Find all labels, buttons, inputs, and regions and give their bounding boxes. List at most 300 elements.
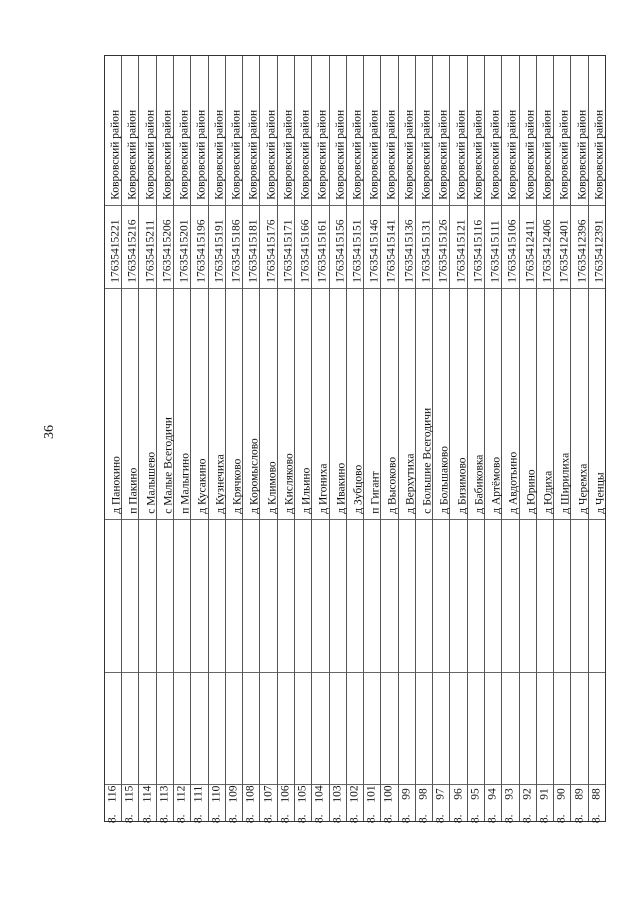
name-cell: [589, 289, 605, 520]
code-cell: [330, 206, 346, 289]
name-cell-text: д Коромыслово: [248, 437, 261, 514]
name-cell: [554, 289, 570, 520]
table-row: [122, 56, 139, 821]
row-number: 105: [296, 785, 309, 803]
empty-cell: [537, 520, 553, 673]
code-cell: [381, 206, 397, 289]
row-number: 94: [486, 788, 499, 800]
name-cell: [502, 289, 518, 520]
name-cell: [485, 289, 501, 520]
page-number: 36: [42, 425, 57, 439]
row-prefix: 8.: [451, 813, 464, 823]
district-cell-text: Ковровский район: [351, 109, 364, 200]
district-cell: [347, 56, 363, 206]
name-cell: [260, 289, 276, 520]
code-cell: [260, 206, 276, 289]
row-number: 100: [382, 785, 395, 803]
table-row: [260, 56, 277, 821]
name-cell-text: с Малые Всегодичи: [162, 416, 175, 514]
code-cell-text: 17635415181: [247, 219, 260, 283]
row-prefix: 8.: [434, 813, 447, 823]
empty-cell: [260, 673, 276, 785]
number-cell: [537, 785, 553, 823]
row-prefix: 8.: [417, 813, 430, 823]
district-cell: [312, 56, 328, 206]
district-cell-text: Ковровский район: [472, 109, 485, 200]
row-prefix: 8.: [503, 813, 516, 823]
empty-cell: [502, 673, 518, 785]
empty-cell: [105, 520, 121, 673]
district-cell: [139, 56, 155, 206]
name-cell: [468, 289, 484, 520]
row-number: 91: [538, 788, 551, 800]
empty-cell: [416, 520, 432, 673]
row-prefix: 8.: [520, 813, 533, 823]
name-cell-text: д Ченцы: [594, 471, 607, 514]
empty-cell: [139, 673, 155, 785]
district-cell: [485, 56, 501, 206]
district-cell: [260, 56, 276, 206]
table-row: [571, 56, 588, 821]
table-row: [139, 56, 156, 821]
number-cell: [139, 785, 155, 823]
district-cell-text: Ковровский район: [195, 109, 208, 200]
row-prefix: 8.: [590, 813, 603, 823]
row-prefix: 8.: [106, 813, 119, 823]
empty-cell: [433, 673, 449, 785]
code-cell-text: 17635415146: [368, 219, 381, 283]
empty-cell: [174, 520, 190, 673]
row-number: 113: [158, 785, 171, 803]
district-cell: [191, 56, 207, 206]
table-row: [554, 56, 571, 821]
row-prefix: 8.: [313, 813, 326, 823]
row-number: 89: [572, 788, 585, 800]
code-cell-text: 17635415161: [316, 219, 329, 283]
number-cell: [468, 785, 484, 823]
row-prefix: 8.: [348, 813, 361, 823]
number-cell: [312, 785, 328, 823]
number-cell: [226, 785, 242, 823]
code-cell: [209, 206, 225, 289]
row-prefix: 8.: [175, 813, 188, 823]
name-cell-text: д Кузнечиха: [213, 453, 226, 514]
table-row: [589, 56, 605, 821]
name-cell-text: д Бабиковка: [473, 454, 486, 514]
empty-cell: [381, 673, 397, 785]
table-row: [295, 56, 312, 821]
district-cell: [468, 56, 484, 206]
row-number: 104: [313, 785, 326, 803]
empty-cell: [399, 520, 415, 673]
district-cell-text: Ковровский район: [299, 109, 312, 200]
code-cell-text: 17635415106: [506, 219, 519, 283]
empty-cell: [174, 673, 190, 785]
district-cell-text: Ковровский район: [558, 109, 571, 200]
name-cell-text: д Ивакино: [334, 462, 347, 514]
district-cell-text: Ковровский район: [437, 109, 450, 200]
row-number: 99: [400, 788, 413, 800]
row-prefix: 8.: [227, 813, 240, 823]
number-cell: [450, 785, 466, 823]
code-cell-text: 17635415171: [282, 219, 295, 283]
table-row: [330, 56, 347, 821]
empty-cell: [209, 520, 225, 673]
district-cell-text: Ковровский район: [593, 109, 606, 200]
district-cell: [416, 56, 432, 206]
name-cell-text: д Артёмово: [490, 456, 503, 514]
code-cell: [105, 206, 121, 289]
code-cell-text: 17635415216: [126, 219, 139, 283]
number-cell: [243, 785, 259, 823]
name-cell: [226, 289, 242, 520]
name-cell-text: с Большие Всегодичи: [421, 407, 434, 514]
number-cell: [157, 785, 173, 823]
name-cell: [243, 289, 259, 520]
name-cell: [295, 289, 311, 520]
code-cell: [312, 206, 328, 289]
district-cell-text: Ковровский район: [247, 109, 260, 200]
district-cell: [554, 56, 570, 206]
empty-cell: [554, 520, 570, 673]
code-cell-text: 17635415166: [299, 219, 312, 283]
district-cell: [330, 56, 346, 206]
table-row: [485, 56, 502, 821]
district-cell: [571, 56, 587, 206]
settlements-table: [104, 55, 606, 822]
code-cell: [295, 206, 311, 289]
district-cell: [537, 56, 553, 206]
district-cell-text: Ковровский район: [368, 109, 381, 200]
code-cell-text: 17635415201: [178, 219, 191, 283]
district-cell: [450, 56, 466, 206]
district-cell: [243, 56, 259, 206]
empty-cell: [468, 520, 484, 673]
district-cell-text: Ковровский район: [489, 109, 502, 200]
row-number: 90: [555, 788, 568, 800]
empty-cell: [191, 520, 207, 673]
name-cell: [571, 289, 587, 520]
code-cell: [450, 206, 466, 289]
empty-cell: [589, 520, 605, 673]
row-number: 97: [434, 788, 447, 800]
empty-cell: [502, 520, 518, 673]
code-cell-text: 17635415156: [333, 219, 346, 283]
row-prefix: 8.: [158, 813, 171, 823]
district-cell-text: Ковровский район: [161, 109, 174, 200]
code-cell: [139, 206, 155, 289]
table-row: [105, 56, 122, 821]
code-cell: [122, 206, 138, 289]
district-cell: [278, 56, 294, 206]
empty-cell: [347, 520, 363, 673]
number-cell: [399, 785, 415, 823]
empty-cell: [105, 673, 121, 785]
district-cell: [381, 56, 397, 206]
empty-cell: [312, 520, 328, 673]
row-number: 112: [175, 785, 188, 803]
name-cell-text: д Черемха: [576, 463, 589, 514]
name-cell-text: д Кисляково: [283, 452, 296, 514]
row-number: 101: [365, 785, 378, 803]
row-prefix: 8.: [279, 813, 292, 823]
district-cell-text: Ковровский район: [282, 109, 295, 200]
empty-cell: [450, 520, 466, 673]
row-number: 95: [469, 788, 482, 800]
name-cell-text: с Малышево: [144, 451, 157, 514]
code-cell: [589, 206, 605, 289]
row-number: 102: [348, 785, 361, 803]
name-cell: [416, 289, 432, 520]
name-cell-text: д Юрино: [524, 468, 537, 514]
empty-cell: [450, 673, 466, 785]
empty-cell: [243, 520, 259, 673]
district-cell-text: Ковровский район: [126, 109, 139, 200]
row-number: 114: [140, 785, 153, 803]
row-prefix: 8.: [209, 813, 222, 823]
district-cell-text: Ковровский район: [333, 109, 346, 200]
number-cell: [485, 785, 501, 823]
number-cell: [330, 785, 346, 823]
number-cell: [381, 785, 397, 823]
number-cell: [589, 785, 605, 823]
code-cell-text: 17635415196: [195, 219, 208, 283]
district-cell: [105, 56, 121, 206]
row-prefix: 8.: [365, 813, 378, 823]
name-cell: [191, 289, 207, 520]
name-cell: [157, 289, 173, 520]
empty-cell: [260, 520, 276, 673]
row-prefix: 8.: [382, 813, 395, 823]
table-row: [399, 56, 416, 821]
name-cell-text: п Гигант: [369, 470, 382, 514]
empty-cell: [571, 673, 587, 785]
empty-cell: [191, 673, 207, 785]
table-row: [520, 56, 537, 821]
row-prefix: 8.: [538, 813, 551, 823]
name-cell: [520, 289, 536, 520]
number-cell: [502, 785, 518, 823]
table-row: [278, 56, 295, 821]
district-cell-text: Ковровский район: [109, 109, 122, 200]
code-cell: [399, 206, 415, 289]
row-prefix: 8.: [296, 813, 309, 823]
empty-cell: [571, 520, 587, 673]
row-number: 106: [279, 785, 292, 803]
code-cell: [157, 206, 173, 289]
name-cell-text: д Панокино: [110, 455, 123, 514]
district-cell-text: Ковровский район: [454, 109, 467, 200]
name-cell-text: д Авдотьино: [507, 451, 520, 514]
code-cell-text: 17635415186: [230, 219, 243, 283]
table-row: [312, 56, 329, 821]
code-cell-text: 17635415206: [161, 219, 174, 283]
number-cell: [416, 785, 432, 823]
district-cell: [157, 56, 173, 206]
empty-cell: [295, 520, 311, 673]
empty-cell: [364, 520, 380, 673]
code-cell: [537, 206, 553, 289]
table-row: [191, 56, 208, 821]
table-row: [209, 56, 226, 821]
number-cell: [347, 785, 363, 823]
name-cell: [105, 289, 121, 520]
code-cell-text: 17635415176: [264, 219, 277, 283]
code-cell: [520, 206, 536, 289]
district-cell-text: Ковровский район: [523, 109, 536, 200]
name-cell: [209, 289, 225, 520]
code-cell: [226, 206, 242, 289]
code-cell-text: 17635415126: [437, 219, 450, 283]
name-cell: [399, 289, 415, 520]
row-number: 116: [106, 785, 119, 803]
table-row: [450, 56, 467, 821]
name-cell: [433, 289, 449, 520]
number-cell: [278, 785, 294, 823]
empty-cell: [226, 673, 242, 785]
district-cell-text: Ковровский район: [541, 109, 554, 200]
district-cell: [209, 56, 225, 206]
name-cell-text: д Бизимово: [455, 456, 468, 514]
number-cell: [105, 785, 121, 823]
name-cell: [330, 289, 346, 520]
empty-cell: [330, 673, 346, 785]
table-row: [364, 56, 381, 821]
code-cell: [416, 206, 432, 289]
district-cell-text: Ковровский район: [212, 109, 225, 200]
number-cell: [433, 785, 449, 823]
district-cell: [226, 56, 242, 206]
name-cell: [347, 289, 363, 520]
district-cell-text: Ковровский район: [385, 109, 398, 200]
row-prefix: 8.: [123, 813, 136, 823]
table-row: [433, 56, 450, 821]
empty-cell: [312, 673, 328, 785]
row-prefix: 8.: [555, 813, 568, 823]
row-number: 109: [227, 785, 240, 803]
number-cell: [174, 785, 190, 823]
number-cell: [260, 785, 276, 823]
number-cell: [191, 785, 207, 823]
row-number: 103: [330, 785, 343, 803]
district-cell-text: Ковровский район: [506, 109, 519, 200]
code-cell: [364, 206, 380, 289]
name-cell-text: п Пакино: [127, 467, 140, 514]
row-prefix: 8.: [572, 813, 585, 823]
row-number: 93: [503, 788, 516, 800]
row-prefix: 8.: [192, 813, 205, 823]
empty-cell: [209, 673, 225, 785]
empty-cell: [278, 673, 294, 785]
row-number: 115: [123, 785, 136, 803]
empty-cell: [347, 673, 363, 785]
district-cell-text: Ковровский район: [178, 109, 191, 200]
code-cell-text: 17635415221: [109, 219, 122, 283]
table-row: [174, 56, 191, 821]
row-prefix: 8.: [486, 813, 499, 823]
name-cell-text: д Верхутиха: [404, 453, 417, 514]
table-row: [537, 56, 554, 821]
code-cell-text: 17635415111: [489, 219, 502, 283]
district-cell-text: Ковровский район: [575, 109, 588, 200]
code-cell-text: 17635412406: [541, 219, 554, 283]
district-cell-text: Ковровский район: [264, 109, 277, 200]
empty-cell: [122, 673, 138, 785]
name-cell-text: д Ширилиха: [559, 452, 572, 514]
row-number: 98: [417, 788, 430, 800]
table-row: [468, 56, 485, 821]
empty-cell: [468, 673, 484, 785]
number-cell: [295, 785, 311, 823]
code-cell-text: 17635415191: [212, 219, 225, 283]
district-cell: [520, 56, 536, 206]
district-cell-text: Ковровский район: [420, 109, 433, 200]
table-row: [226, 56, 243, 821]
code-cell-text: 17635415141: [385, 219, 398, 283]
code-cell: [554, 206, 570, 289]
row-number: 110: [209, 785, 222, 803]
code-cell: [485, 206, 501, 289]
code-cell-text: 17635415121: [454, 219, 467, 283]
number-cell: [520, 785, 536, 823]
name-cell: [139, 289, 155, 520]
code-cell: [571, 206, 587, 289]
code-cell: [347, 206, 363, 289]
district-cell: [174, 56, 190, 206]
row-number: 111: [192, 785, 205, 803]
name-cell-text: д Игониха: [317, 463, 330, 514]
name-cell-text: д Климово: [265, 460, 278, 514]
name-cell: [174, 289, 190, 520]
table-row: [157, 56, 174, 821]
empty-cell: [139, 520, 155, 673]
code-cell-text: 17635415131: [420, 219, 433, 283]
code-cell-text: 17635412411: [523, 219, 536, 283]
district-cell: [122, 56, 138, 206]
empty-cell: [537, 673, 553, 785]
empty-cell: [554, 673, 570, 785]
empty-cell: [520, 520, 536, 673]
row-prefix: 8.: [244, 813, 257, 823]
number-cell: [122, 785, 138, 823]
empty-cell: [226, 520, 242, 673]
code-cell-text: 17635412396: [575, 219, 588, 283]
code-cell-text: 17635415116: [472, 219, 485, 283]
empty-cell: [122, 520, 138, 673]
district-cell: [502, 56, 518, 206]
code-cell: [243, 206, 259, 289]
empty-cell: [381, 520, 397, 673]
empty-cell: [485, 520, 501, 673]
table-row: [243, 56, 260, 821]
table-row: [416, 56, 433, 821]
row-prefix: 8.: [140, 813, 153, 823]
number-cell: [554, 785, 570, 823]
code-cell: [191, 206, 207, 289]
empty-cell: [157, 520, 173, 673]
name-cell: [278, 289, 294, 520]
empty-cell: [295, 673, 311, 785]
name-cell: [122, 289, 138, 520]
name-cell-text: д Крячково: [231, 458, 244, 514]
name-cell-text: д Зубцово: [352, 464, 365, 514]
district-cell-text: Ковровский район: [230, 109, 243, 200]
empty-cell: [157, 673, 173, 785]
code-cell-text: 17635412401: [558, 219, 571, 283]
empty-cell: [243, 673, 259, 785]
name-cell: [450, 289, 466, 520]
number-cell: [209, 785, 225, 823]
